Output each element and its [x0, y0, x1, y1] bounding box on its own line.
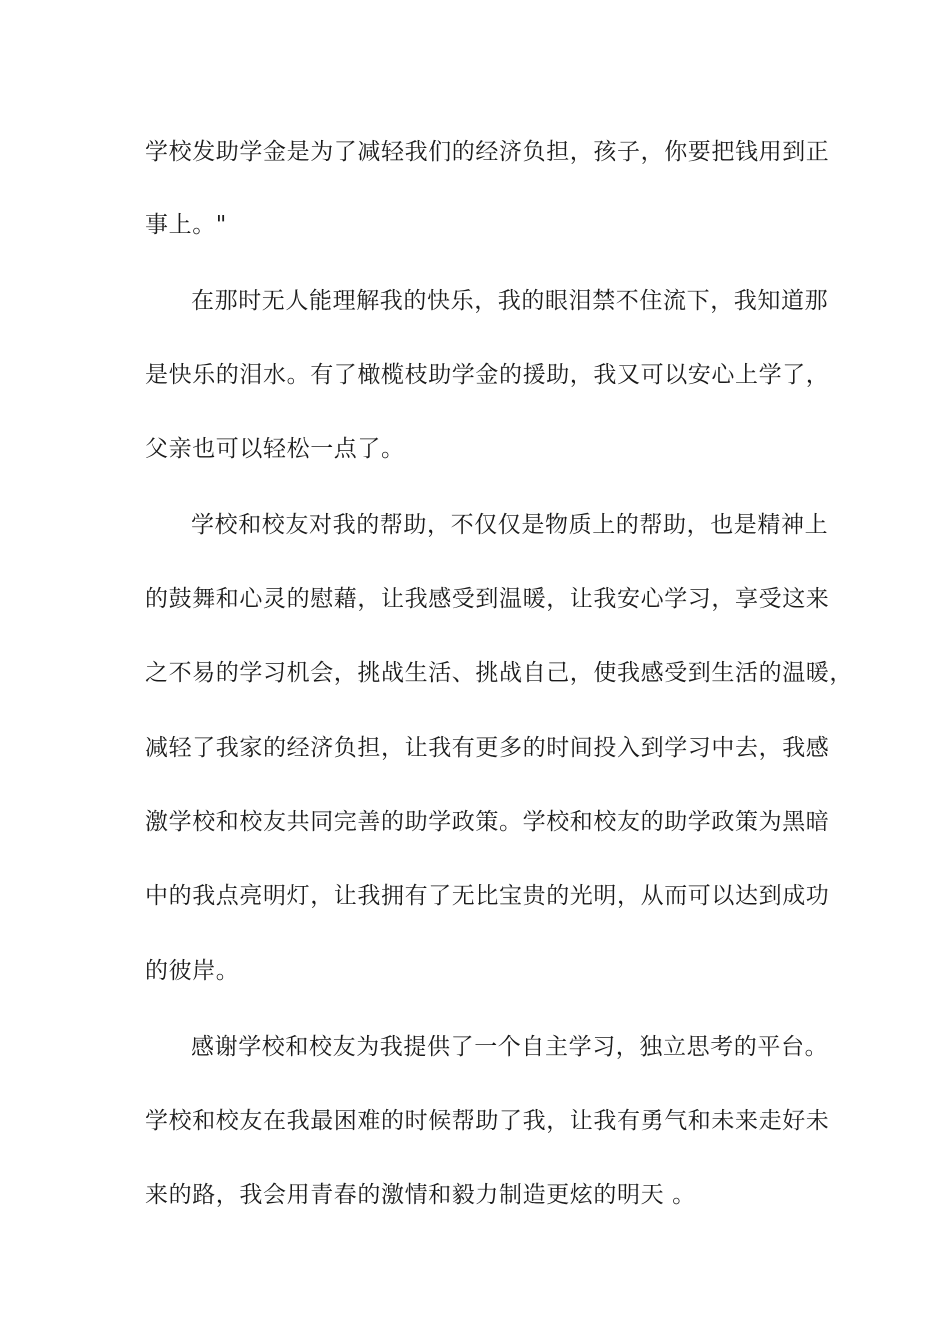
text-line: 事上。": [145, 212, 227, 238]
text-line: 来的路，我会用青春的激情和毅力制造更炫的明天 。: [145, 1182, 696, 1208]
text-line: 的鼓舞和心灵的慰藉，让我感受到温暖，让我安心学习，享受这来: [145, 586, 830, 612]
paragraph-start-line: 感谢学校和校友为我提供了一个自主学习，独立思考的平台。: [191, 1034, 829, 1060]
text-line: 之不易的学习机会，挑战生活、挑战自己，使我感受到生活的温暖，: [145, 660, 853, 686]
text-line: 的彼岸。: [145, 958, 240, 984]
text-line: 中的我点亮明灯，让我拥有了无比宝贵的光明，从而可以达到成功: [145, 883, 830, 909]
text-line: 父亲也可以轻松一点了。: [145, 436, 405, 462]
text-line: 减轻了我家的经济负担，让我有更多的时间投入到学习中去，我感: [145, 735, 830, 761]
text-line: 学校和校友在我最困难的时候帮助了我，让我有勇气和未来走好未: [145, 1108, 830, 1134]
text-line: 激学校和校友共同完善的助学政策。学校和校友的助学政策为黑暗: [145, 809, 830, 835]
paragraph-start-line: 学校和校友对我的帮助，不仅仅是物质上的帮助，也是精神上: [191, 512, 829, 538]
text-line: 学校发助学金是为了减轻我们的经济负担，孩子，你要把钱用到正: [145, 139, 830, 165]
text-line: 是快乐的泪水。有了橄榄枝助学金的援助，我又可以安心上学了，: [145, 362, 830, 388]
paragraph-start-line: 在那时无人能理解我的快乐，我的眼泪禁不住流下，我知道那: [191, 288, 829, 314]
